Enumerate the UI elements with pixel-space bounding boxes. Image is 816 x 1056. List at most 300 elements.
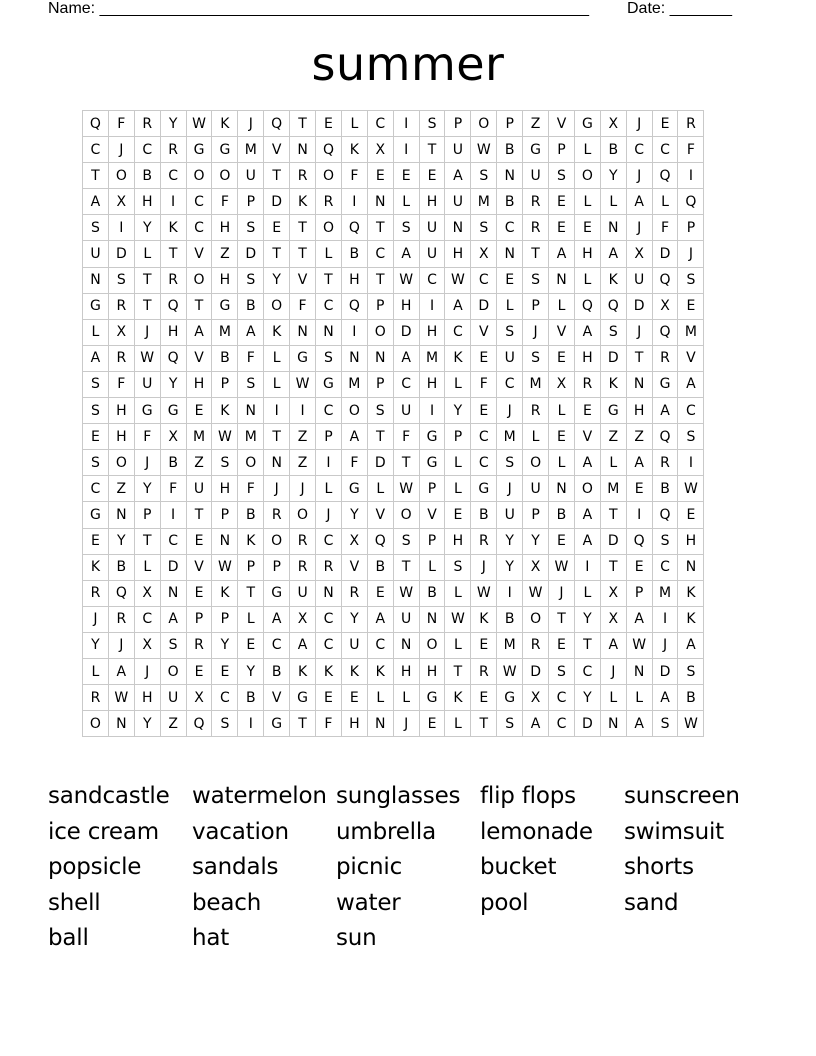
grid-cell: W [134, 345, 160, 371]
grid-cell: L [264, 371, 290, 397]
grid-cell: L [419, 554, 445, 580]
grid-cell: O [290, 502, 316, 528]
grid-cell: B [652, 476, 678, 502]
grid-row [83, 580, 704, 606]
grid-cell: X [290, 606, 316, 632]
grid-cell: M [238, 137, 264, 163]
grid-cell: R [523, 398, 549, 424]
grid-cell: T [393, 554, 419, 580]
grid-cell: V [186, 241, 212, 267]
grid-cell: Y [238, 658, 264, 684]
grid-cell: A [574, 502, 600, 528]
grid-cell: T [549, 606, 575, 632]
word-list-item: hat [192, 925, 230, 952]
grid-cell: A [186, 319, 212, 345]
grid-cell: W [212, 554, 238, 580]
grid-cell: R [471, 528, 497, 554]
grid-cell: O [393, 502, 419, 528]
grid-cell: Z [600, 424, 626, 450]
grid-cell: H [678, 528, 704, 554]
grid-cell: K [445, 345, 471, 371]
grid-cell: J [471, 554, 497, 580]
grid-cell: Y [523, 528, 549, 554]
grid-cell: S [393, 528, 419, 554]
grid-cell: N [212, 528, 238, 554]
grid-cell: M [497, 424, 523, 450]
grid-cell: A [393, 241, 419, 267]
grid-cell: M [238, 424, 264, 450]
grid-cell: D [264, 189, 290, 215]
grid-cell: J [652, 632, 678, 658]
grid-cell: L [497, 293, 523, 319]
grid-cell: O [367, 319, 393, 345]
grid-cell: B [134, 163, 160, 189]
grid-cell: L [549, 293, 575, 319]
grid-cell: W [523, 580, 549, 606]
word-list-item: sandals [192, 854, 279, 881]
grid-cell: I [626, 502, 652, 528]
grid-cell: A [678, 371, 704, 397]
grid-cell: Q [652, 163, 678, 189]
grid-cell: H [393, 293, 419, 319]
grid-cell: E [652, 111, 678, 137]
grid-cell: B [471, 502, 497, 528]
grid-cell: O [83, 711, 109, 737]
grid-cell: B [238, 293, 264, 319]
word-list-item: sand [624, 889, 679, 916]
grid-cell: A [600, 632, 626, 658]
grid-cell: U [160, 685, 186, 711]
grid-cell: R [574, 371, 600, 397]
grid-cell: T [445, 658, 471, 684]
grid-cell: K [678, 580, 704, 606]
grid-cell: T [186, 293, 212, 319]
grid-cell: N [316, 319, 342, 345]
grid-row [83, 502, 704, 528]
grid-cell: S [678, 658, 704, 684]
grid-cell: T [600, 502, 626, 528]
grid-cell: A [83, 189, 109, 215]
grid-cell: P [445, 111, 471, 137]
grid-cell: E [264, 215, 290, 241]
grid-cell: O [160, 658, 186, 684]
word-list [48, 780, 768, 958]
grid-cell: E [471, 685, 497, 711]
grid-cell: M [600, 476, 626, 502]
grid-cell: A [626, 189, 652, 215]
grid-cell: K [212, 398, 238, 424]
grid-cell: D [160, 554, 186, 580]
grid-cell: S [678, 267, 704, 293]
grid-cell: P [445, 424, 471, 450]
grid-cell: P [238, 554, 264, 580]
grid-cell: N [445, 215, 471, 241]
grid-cell: I [678, 163, 704, 189]
grid-cell: F [678, 137, 704, 163]
grid-cell: L [316, 241, 342, 267]
grid-cell: V [678, 345, 704, 371]
grid-cell: D [652, 658, 678, 684]
grid-cell: V [264, 685, 290, 711]
word-list-item: vacation [192, 818, 289, 845]
grid-cell: F [471, 371, 497, 397]
grid-cell: M [652, 580, 678, 606]
grid-cell: Q [652, 502, 678, 528]
grid-cell: S [678, 424, 704, 450]
grid-cell: R [108, 606, 134, 632]
grid-cell: R [83, 580, 109, 606]
grid-cell: X [108, 189, 134, 215]
grid-cell: D [600, 528, 626, 554]
grid-cell: H [419, 319, 445, 345]
grid-cell: W [445, 267, 471, 293]
grid-cell: B [497, 137, 523, 163]
grid-cell: T [238, 580, 264, 606]
grid-cell: E [393, 163, 419, 189]
grid-row [83, 163, 704, 189]
grid-row [83, 189, 704, 215]
grid-cell: E [316, 111, 342, 137]
grid-cell: Y [83, 632, 109, 658]
grid-cell: L [264, 345, 290, 371]
grid-cell: C [264, 632, 290, 658]
grid-cell: T [574, 632, 600, 658]
grid-cell: A [445, 163, 471, 189]
grid-cell: N [419, 606, 445, 632]
grid-cell: B [678, 685, 704, 711]
grid-cell: K [290, 658, 316, 684]
grid-cell: C [367, 241, 393, 267]
grid-cell: P [134, 502, 160, 528]
grid-cell: J [549, 580, 575, 606]
grid-cell: C [316, 632, 342, 658]
grid-cell: E [549, 632, 575, 658]
grid-cell: H [574, 241, 600, 267]
grid-cell: J [316, 502, 342, 528]
grid-cell: D [600, 345, 626, 371]
grid-cell: R [523, 189, 549, 215]
grid-cell: M [341, 371, 367, 397]
grid-cell: J [134, 658, 160, 684]
grid-cell: W [212, 424, 238, 450]
grid-cell: S [549, 658, 575, 684]
grid-cell: O [574, 163, 600, 189]
grid-cell: B [549, 502, 575, 528]
grid-cell: E [367, 580, 393, 606]
grid-cell: N [549, 267, 575, 293]
grid-cell: T [471, 711, 497, 737]
grid-cell: J [134, 319, 160, 345]
grid-row [83, 711, 704, 737]
grid-cell: W [445, 606, 471, 632]
grid-cell: Y [212, 632, 238, 658]
grid-cell: S [445, 554, 471, 580]
grid-cell: A [652, 685, 678, 711]
grid-cell: H [419, 371, 445, 397]
grid-cell: E [471, 345, 497, 371]
grid-cell: F [316, 711, 342, 737]
grid-cell: E [419, 163, 445, 189]
grid-cell: L [574, 580, 600, 606]
grid-cell: L [574, 267, 600, 293]
grid-cell: G [160, 398, 186, 424]
grid-cell: T [264, 424, 290, 450]
grid-cell: C [419, 267, 445, 293]
grid-cell: S [471, 215, 497, 241]
grid-cell: R [652, 345, 678, 371]
grid-cell: N [367, 711, 393, 737]
grid-cell: D [367, 450, 393, 476]
grid-cell: C [626, 137, 652, 163]
grid-cell: Y [497, 528, 523, 554]
grid-cell: C [186, 215, 212, 241]
grid-cell: J [626, 163, 652, 189]
grid-cell: R [523, 215, 549, 241]
grid-cell: N [497, 163, 523, 189]
grid-cell: N [367, 189, 393, 215]
grid-cell: U [523, 163, 549, 189]
grid-cell: E [212, 658, 238, 684]
grid-cell: W [290, 371, 316, 397]
grid-cell: S [497, 450, 523, 476]
grid-cell: T [419, 137, 445, 163]
grid-cell: L [445, 371, 471, 397]
grid-cell: R [83, 685, 109, 711]
grid-cell: Q [626, 528, 652, 554]
grid-cell: E [574, 215, 600, 241]
grid-cell: N [238, 398, 264, 424]
grid-cell: P [678, 215, 704, 241]
grid-cell: H [626, 398, 652, 424]
grid-cell: E [341, 685, 367, 711]
grid-cell: N [341, 345, 367, 371]
grid-row [83, 685, 704, 711]
grid-cell: V [549, 111, 575, 137]
grid-cell: X [600, 580, 626, 606]
grid-cell: N [264, 450, 290, 476]
grid-cell: L [83, 658, 109, 684]
grid-cell: J [600, 658, 626, 684]
grid-cell: S [212, 450, 238, 476]
word-list-item: lemonade [480, 818, 593, 845]
grid-cell: P [419, 476, 445, 502]
page-title: summer [311, 37, 505, 91]
name-field [48, 0, 589, 19]
grid-cell: C [186, 189, 212, 215]
grid-cell: P [419, 528, 445, 554]
grid-row [83, 476, 704, 502]
word-list-item: ice cream [48, 818, 159, 845]
grid-cell: Y [341, 606, 367, 632]
grid-cell: T [290, 241, 316, 267]
grid-cell: E [445, 502, 471, 528]
grid-cell: Z [212, 241, 238, 267]
grid-cell: S [652, 711, 678, 737]
grid-cell: S [238, 371, 264, 397]
grid-cell: I [341, 319, 367, 345]
grid-cell: J [393, 711, 419, 737]
grid-cell: Q [186, 711, 212, 737]
grid-cell: N [367, 345, 393, 371]
grid-cell: T [264, 241, 290, 267]
word-list-item: beach [192, 889, 262, 916]
grid-cell: N [108, 711, 134, 737]
grid-cell: R [523, 632, 549, 658]
grid-cell: R [186, 632, 212, 658]
grid-cell: F [238, 345, 264, 371]
grid-cell: O [316, 163, 342, 189]
grid-cell: U [393, 398, 419, 424]
grid-cell: C [316, 293, 342, 319]
grid-cell: X [523, 554, 549, 580]
grid-cell: Q [160, 345, 186, 371]
grid-cell: O [419, 632, 445, 658]
date-field [627, 0, 732, 19]
grid-cell: L [549, 398, 575, 424]
grid-cell: F [160, 476, 186, 502]
grid-cell: G [419, 450, 445, 476]
grid-cell: K [600, 371, 626, 397]
grid-cell: G [290, 685, 316, 711]
grid-cell: Q [341, 215, 367, 241]
grid-cell: G [419, 685, 445, 711]
grid-cell: J [523, 319, 549, 345]
word-list-item: sandcastle [48, 783, 170, 809]
grid-cell: G [83, 293, 109, 319]
grid-cell: X [549, 371, 575, 397]
word-list-item: ball [48, 925, 89, 952]
grid-cell: N [626, 371, 652, 397]
grid-cell: L [652, 189, 678, 215]
grid-cell: L [367, 685, 393, 711]
grid-cell: C [471, 450, 497, 476]
grid-row [83, 371, 704, 397]
grid-cell: C [652, 554, 678, 580]
grid-cell: I [160, 502, 186, 528]
grid-cell: G [341, 476, 367, 502]
grid-cell: E [574, 398, 600, 424]
grid-cell: X [652, 293, 678, 319]
grid-cell: C [445, 319, 471, 345]
word-list-item: picnic [336, 854, 403, 881]
grid-cell: H [186, 371, 212, 397]
grid-cell: K [264, 319, 290, 345]
grid-cell: J [497, 476, 523, 502]
grid-cell: E [626, 554, 652, 580]
grid-cell: U [523, 476, 549, 502]
grid-row [83, 554, 704, 580]
grid-cell: C [316, 398, 342, 424]
grid-cell: B [264, 658, 290, 684]
grid-cell: J [497, 398, 523, 424]
grid-cell: S [83, 398, 109, 424]
grid-cell: Q [316, 137, 342, 163]
grid-cell: Q [600, 293, 626, 319]
grid-cell: B [160, 450, 186, 476]
grid-cell: B [108, 554, 134, 580]
grid-cell: L [83, 319, 109, 345]
grid-cell: E [419, 711, 445, 737]
grid-cell: C [497, 371, 523, 397]
grid-cell: G [264, 580, 290, 606]
grid-cell: L [341, 111, 367, 137]
grid-cell: H [419, 189, 445, 215]
grid-cell: T [600, 554, 626, 580]
grid-cell: T [290, 215, 316, 241]
grid-cell: D [471, 293, 497, 319]
grid-row [83, 267, 704, 293]
grid-cell: G [212, 137, 238, 163]
date-blank: _______ [669, 0, 732, 17]
grid-cell: X [134, 632, 160, 658]
grid-row [83, 319, 704, 345]
grid-cell: C [134, 137, 160, 163]
grid-cell: J [626, 111, 652, 137]
grid-cell: I [419, 293, 445, 319]
grid-cell: L [316, 476, 342, 502]
grid-cell: H [445, 241, 471, 267]
grid-cell: C [212, 685, 238, 711]
grid-cell: Q [652, 267, 678, 293]
grid-cell: L [574, 189, 600, 215]
grid-cell: S [471, 163, 497, 189]
grid-cell: Y [445, 398, 471, 424]
word-list-item: bucket [480, 854, 557, 881]
grid-cell: F [341, 450, 367, 476]
grid-cell: Y [574, 606, 600, 632]
grid-cell: T [316, 267, 342, 293]
grid-cell: T [393, 450, 419, 476]
grid-row [83, 424, 704, 450]
grid-cell: O [523, 606, 549, 632]
grid-cell: O [471, 111, 497, 137]
grid-cell: E [549, 345, 575, 371]
grid-cell: C [393, 371, 419, 397]
grid-cell: I [264, 398, 290, 424]
grid-cell: X [367, 137, 393, 163]
grid-cell: L [574, 137, 600, 163]
grid-cell: T [290, 711, 316, 737]
grid-cell: G [471, 476, 497, 502]
grid-cell: I [419, 398, 445, 424]
grid-cell: H [574, 345, 600, 371]
grid-cell: S [523, 345, 549, 371]
grid-cell: A [290, 632, 316, 658]
grid-cell: R [652, 450, 678, 476]
grid-cell: N [626, 658, 652, 684]
grid-cell: V [264, 137, 290, 163]
grid-cell: G [316, 371, 342, 397]
grid-cell: K [160, 215, 186, 241]
grid-cell: O [186, 163, 212, 189]
grid-cell: A [264, 606, 290, 632]
grid-cell: U [445, 189, 471, 215]
grid-cell: J [134, 450, 160, 476]
grid-cell: O [108, 450, 134, 476]
grid-cell: S [523, 267, 549, 293]
grid-cell: C [367, 111, 393, 137]
grid-cell: O [264, 293, 290, 319]
grid-cell: K [290, 189, 316, 215]
grid-cell: T [626, 345, 652, 371]
word-list-item: flip flops [480, 783, 576, 809]
grid-cell: F [212, 189, 238, 215]
grid-cell: C [652, 137, 678, 163]
grid-cell: E [497, 267, 523, 293]
grid-cell: B [238, 685, 264, 711]
grid-cell: Q [652, 319, 678, 345]
grid-cell: I [393, 137, 419, 163]
